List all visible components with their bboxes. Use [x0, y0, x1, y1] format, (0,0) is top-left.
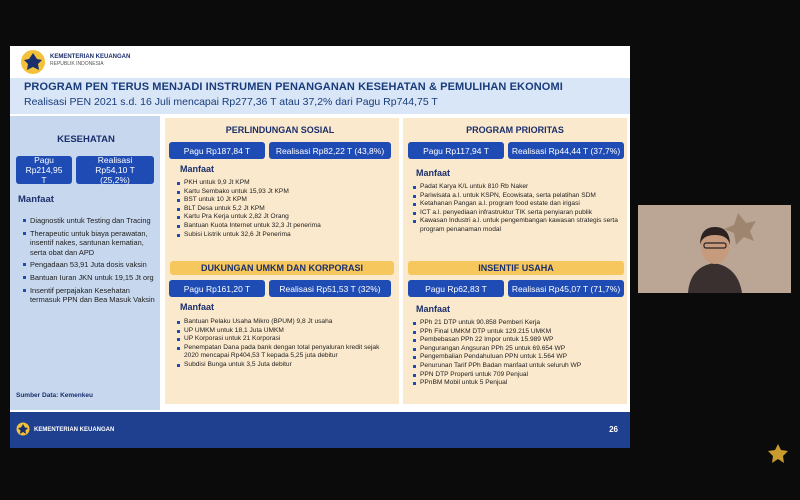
- list-item: BLT Desa untuk 5,2 Jt KPM: [176, 205, 396, 214]
- list-item: Therapeutic untuk biaya perawatan, insentif nakes, santunan kematian, serta obat dan APD: [22, 229, 156, 258]
- umkm-realisasi: Realisasi Rp51,53 T (32%): [269, 280, 391, 297]
- list-item: Subisi Listrik untuk 32,6 Jt Penerima: [176, 231, 396, 240]
- list-item: Subdisi Bunga untuk 3,5 Juta debitur: [176, 361, 390, 370]
- list-item: Ketahanan Pangan a.l. program food estate dan irigasi: [412, 200, 624, 209]
- perlindungan-list: [176, 179, 396, 239]
- list-item: PPN DTP Properti untuk 709 Penjual: [412, 371, 624, 380]
- page-number: 26: [609, 425, 618, 434]
- list-item: Pariwisata a.l. untuk KSPN, Ecowisata, serta pelatihan SDM: [412, 192, 624, 201]
- ministry-name: KEMENTERIAN KEUANGAN REPUBLIK INDONESIA: [50, 54, 131, 67]
- insentif-list: [412, 319, 624, 388]
- prioritas-realisasi: Realisasi Rp44,44 T (37,7%): [508, 142, 624, 159]
- list-item: UP Korporasi untuk 21 Korporasi: [176, 335, 390, 344]
- list-item: PPh 21 DTP untuk 90.858 Pemberi Kerja: [412, 319, 624, 328]
- prioritas-title: PROGRAM PRIORITAS: [466, 125, 564, 135]
- slide-title: PROGRAM PEN TERUS MENJADI INSTRUMEN PENANGANAN KESEHATAN & PEMULIHAN EKONOMI: [24, 81, 563, 93]
- kesehatan-realisasi: Realisasi Rp54,10 T (25,2%): [76, 156, 154, 184]
- perlindungan-pagu: Pagu Rp187,84 T: [169, 142, 265, 159]
- list-item: Penempatan Dana pada bank dengan total penyaluran kredit sejak 2020 mencapai Rp404,53 T kepada 5,25 juta debitur: [176, 344, 390, 361]
- list-item: ICT a.l. penyediaan infrastruktur TIK serta penyiaran publik: [412, 209, 624, 218]
- garuda-emblem-icon: [20, 49, 46, 75]
- list-item: UP UMKM untuk 18,1 Juta UMKM: [176, 327, 390, 336]
- list-item: Bantuan Kuota Internet untuk 32,3 Jt penerima: [176, 222, 396, 231]
- source-note: Sumber Data: Kemenkeu: [16, 392, 93, 399]
- presentation-slide: [10, 46, 630, 448]
- prioritas-pagu: Pagu Rp117,94 T: [408, 142, 504, 159]
- list-item: Pembebasan PPh 22 Impor untuk 15.989 WP: [412, 336, 624, 345]
- umkm-pagu: Pagu Rp161,20 T: [169, 280, 265, 297]
- list-item: PPnBM Mobil untuk 5 Penjual: [412, 379, 624, 388]
- list-item: Padat Karya K/L untuk 810 Rb Naker: [412, 183, 624, 192]
- insentif-realisasi: Realisasi Rp45,07 T (71,7%): [508, 280, 624, 297]
- list-item: Bantuan Pelaku Usaha Mikro (BPUM) 9,8 Jt usaha: [176, 318, 390, 327]
- prioritas-list: [412, 183, 624, 235]
- list-item: Insentif perpajakan Kesehatan termasuk PPN dan Bea Masuk Vaksin: [22, 286, 156, 305]
- speaker-image: [638, 205, 791, 293]
- perlindungan-realisasi: Realisasi Rp82,22 T (43,8%): [269, 142, 391, 159]
- list-item: Pengembalian Pendahuluan PPN untuk 1.564 WP: [412, 353, 624, 362]
- slide-footer: [10, 412, 630, 448]
- list-item: Pengurangan Angsuran PPh 25 untuk 69.654 WP: [412, 345, 624, 354]
- speaker-video[interactable]: [638, 205, 791, 293]
- list-item: Pengadaan 53,91 Juta dosis vaksin: [22, 260, 156, 270]
- list-item: PKH untuk 9,9 Jt KPM: [176, 179, 396, 188]
- footer-ministry: KEMENTERIAN KEUANGAN: [34, 427, 115, 433]
- insentif-title: INSENTIF USAHA: [408, 261, 624, 275]
- kesehatan-list: [22, 216, 156, 308]
- prioritas-manfaat-heading: Manfaat: [416, 168, 451, 178]
- kesehatan-title: KESEHATAN: [57, 134, 115, 145]
- list-item: Penurunan Tarif PPh Badan manfaat untuk seluruh WP: [412, 362, 624, 371]
- umkm-manfaat-heading: Manfaat: [180, 302, 215, 312]
- garuda-emblem-icon: [16, 422, 30, 436]
- list-item: Kartu Sembako untuk 15,93 Jt KPM: [176, 188, 396, 197]
- list-item: Kartu Pra Kerja untuk 2,82 Jt Orang: [176, 213, 396, 222]
- umkm-title: DUKUNGAN UMKM DAN KORPORASI: [170, 261, 394, 275]
- insentif-pagu: Pagu Rp62,83 T: [408, 280, 504, 297]
- kesehatan-manfaat-heading: Manfaat: [18, 194, 54, 205]
- slide-subtitle: Realisasi PEN 2021 s.d. 16 Juli mencapai Rp277,36 T atau 37,2% dari Pagu Rp744,75 T: [24, 96, 438, 108]
- kesehatan-pagu: Pagu Rp214,95 T: [16, 156, 72, 184]
- umkm-list: [176, 318, 390, 370]
- list-item: Bantuan Iuran JKN untuk 19,15 Jt org: [22, 273, 156, 283]
- perlindungan-title: PERLINDUNGAN SOSIAL: [225, 125, 335, 135]
- perlindungan-manfaat-heading: Manfaat: [180, 164, 215, 174]
- garuda-emblem-icon: [766, 442, 790, 466]
- slide-header: [10, 46, 630, 78]
- list-item: Kawasan Industri a.l. untuk pengembangan kawasan strategis serta program penanaman modal: [412, 217, 624, 234]
- list-item: Diagnostik untuk Testing dan Tracing: [22, 216, 156, 226]
- insentif-manfaat-heading: Manfaat: [416, 304, 451, 314]
- list-item: BST untuk 10 Jt KPM: [176, 196, 396, 205]
- list-item: PPh Final UMKM DTP untuk 129.215 UMKM: [412, 328, 624, 337]
